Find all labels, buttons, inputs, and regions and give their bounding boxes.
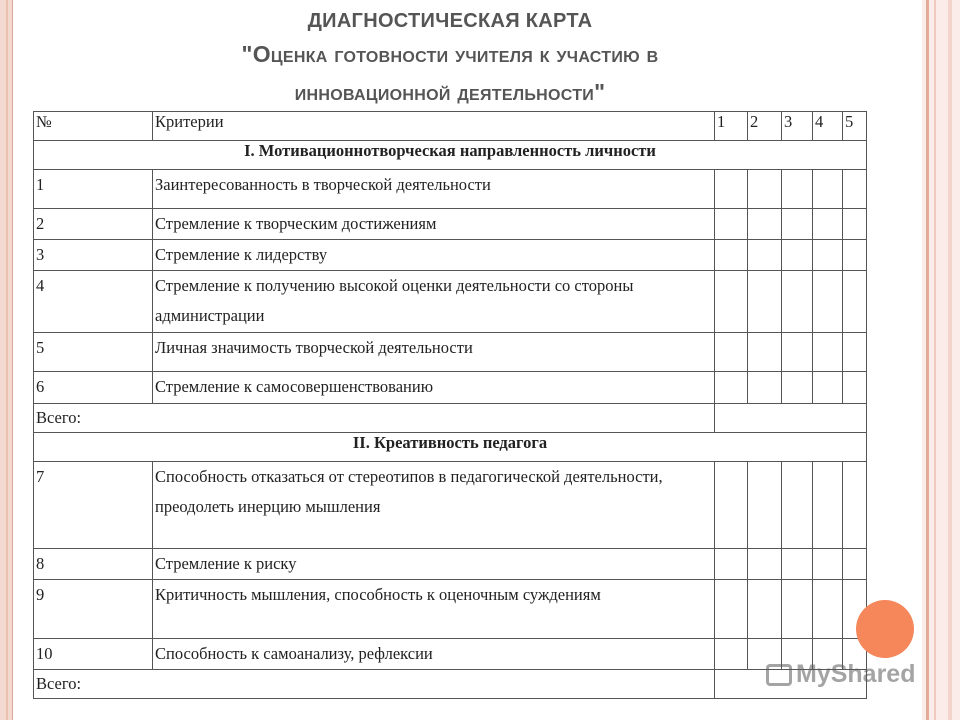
row-criterion: Способность отказаться от стереотипов в педагогической деятельности, преодолеть инерцию мышления	[153, 462, 715, 549]
score-cell[interactable]	[715, 333, 748, 372]
score-cell[interactable]	[748, 271, 782, 333]
slide-frame-right-stripe	[948, 0, 952, 720]
title-line-2: "Оценка готовности учителя к участию в	[241, 41, 659, 67]
score-cell[interactable]	[813, 170, 843, 209]
watermark-text: MyShared	[796, 660, 916, 688]
score-cell[interactable]	[748, 240, 782, 271]
row-criterion: Критичность мышления, способность к оценочным суждениям	[153, 580, 715, 639]
slide-title	[60, 2, 840, 112]
score-cell[interactable]	[813, 549, 843, 580]
row-number: 1	[34, 170, 153, 209]
header-score-2: 2	[748, 112, 782, 141]
row-number: 6	[34, 372, 153, 404]
score-cell[interactable]	[715, 271, 748, 333]
cart-icon	[766, 664, 792, 686]
score-cell[interactable]	[813, 209, 843, 240]
title-line-1: ДИАГНОСТИЧЕСКАЯ КАРТА	[307, 10, 593, 32]
score-cell[interactable]	[715, 209, 748, 240]
score-cell[interactable]	[748, 549, 782, 580]
score-cell[interactable]	[843, 271, 867, 333]
row-number: 3	[34, 240, 153, 271]
table-row	[34, 372, 867, 404]
slide-frame-left-line	[6, 0, 8, 720]
score-cell[interactable]	[782, 240, 813, 271]
header-criteria: Критерии	[153, 112, 715, 141]
row-number: 8	[34, 549, 153, 580]
row-criterion: Заинтересованность в творческой деятельности	[153, 170, 715, 209]
score-cell[interactable]	[843, 549, 867, 580]
row-criterion: Стремление к получению высокой оценки деятельности со стороны администрации	[153, 271, 715, 333]
watermark	[766, 660, 915, 690]
row-number: 2	[34, 209, 153, 240]
slide-frame-right-stripe	[934, 0, 936, 720]
score-cell[interactable]	[843, 170, 867, 209]
score-cell[interactable]	[782, 372, 813, 404]
score-cell[interactable]	[813, 462, 843, 549]
row-criterion: Стремление к творческим достижениям	[153, 209, 715, 240]
table-row	[34, 549, 867, 580]
score-cell[interactable]	[843, 372, 867, 404]
score-cell[interactable]	[715, 372, 748, 404]
row-number: 10	[34, 639, 153, 670]
score-cell[interactable]	[813, 333, 843, 372]
table-row	[34, 462, 867, 549]
score-cell[interactable]	[782, 209, 813, 240]
section-2-title: II. Креативность педагога	[34, 433, 867, 462]
score-cell[interactable]	[715, 170, 748, 209]
row-criterion: Личная значимость творческой деятельности	[153, 333, 715, 372]
score-cell[interactable]	[748, 209, 782, 240]
row-criterion: Стремление к лидерству	[153, 240, 715, 271]
score-cell[interactable]	[782, 271, 813, 333]
score-cell[interactable]	[813, 240, 843, 271]
header-number: №	[34, 112, 153, 141]
score-cell[interactable]	[843, 209, 867, 240]
score-cell[interactable]	[715, 580, 748, 639]
score-cell[interactable]	[715, 462, 748, 549]
score-cell[interactable]	[782, 462, 813, 549]
score-cell[interactable]	[748, 333, 782, 372]
total-label: Всего:	[34, 670, 715, 699]
table-header-row	[34, 112, 867, 141]
row-number: 5	[34, 333, 153, 372]
score-cell[interactable]	[843, 240, 867, 271]
title-line-3: инновационной деятельности"	[294, 79, 606, 105]
header-score-1: 1	[715, 112, 748, 141]
score-cell[interactable]	[843, 333, 867, 372]
score-cell[interactable]	[715, 240, 748, 271]
row-number: 7	[34, 462, 153, 549]
score-cell[interactable]	[813, 271, 843, 333]
row-number: 9	[34, 580, 153, 639]
decorative-circle	[856, 600, 914, 658]
table-row	[34, 170, 867, 209]
score-cell[interactable]	[748, 462, 782, 549]
row-number: 4	[34, 271, 153, 333]
total-label: Всего:	[34, 404, 715, 433]
score-cell[interactable]	[813, 372, 843, 404]
score-cell[interactable]	[748, 170, 782, 209]
header-score-3: 3	[782, 112, 813, 141]
score-cell[interactable]	[748, 372, 782, 404]
score-cell[interactable]	[813, 580, 843, 639]
table-row	[34, 240, 867, 271]
table-row	[34, 271, 867, 333]
row-criterion: Стремление к самосовершенствованию	[153, 372, 715, 404]
section-header-row	[34, 433, 867, 462]
score-cell[interactable]	[782, 333, 813, 372]
score-cell[interactable]	[782, 170, 813, 209]
diagnostic-table	[33, 111, 867, 699]
score-cell[interactable]	[843, 462, 867, 549]
table-row	[34, 639, 867, 670]
score-cell[interactable]	[782, 549, 813, 580]
section-1-title: I. Мотивационнотворческая направленность личности	[34, 141, 867, 170]
row-criterion: Способность к самоанализу, рефлексии	[153, 639, 715, 670]
total-value-cell[interactable]	[715, 404, 867, 433]
total-row	[34, 670, 867, 699]
score-cell[interactable]	[748, 580, 782, 639]
header-score-5: 5	[843, 112, 867, 141]
table-row	[34, 209, 867, 240]
row-criterion: Стремление к риску	[153, 549, 715, 580]
score-cell[interactable]	[782, 580, 813, 639]
section-header-row	[34, 141, 867, 170]
table-row	[34, 333, 867, 372]
total-row	[34, 404, 867, 433]
table-row	[34, 580, 867, 639]
header-score-4: 4	[813, 112, 843, 141]
score-cell[interactable]	[715, 639, 748, 670]
score-cell[interactable]	[715, 549, 748, 580]
slide-frame-right-stripe	[926, 0, 929, 720]
